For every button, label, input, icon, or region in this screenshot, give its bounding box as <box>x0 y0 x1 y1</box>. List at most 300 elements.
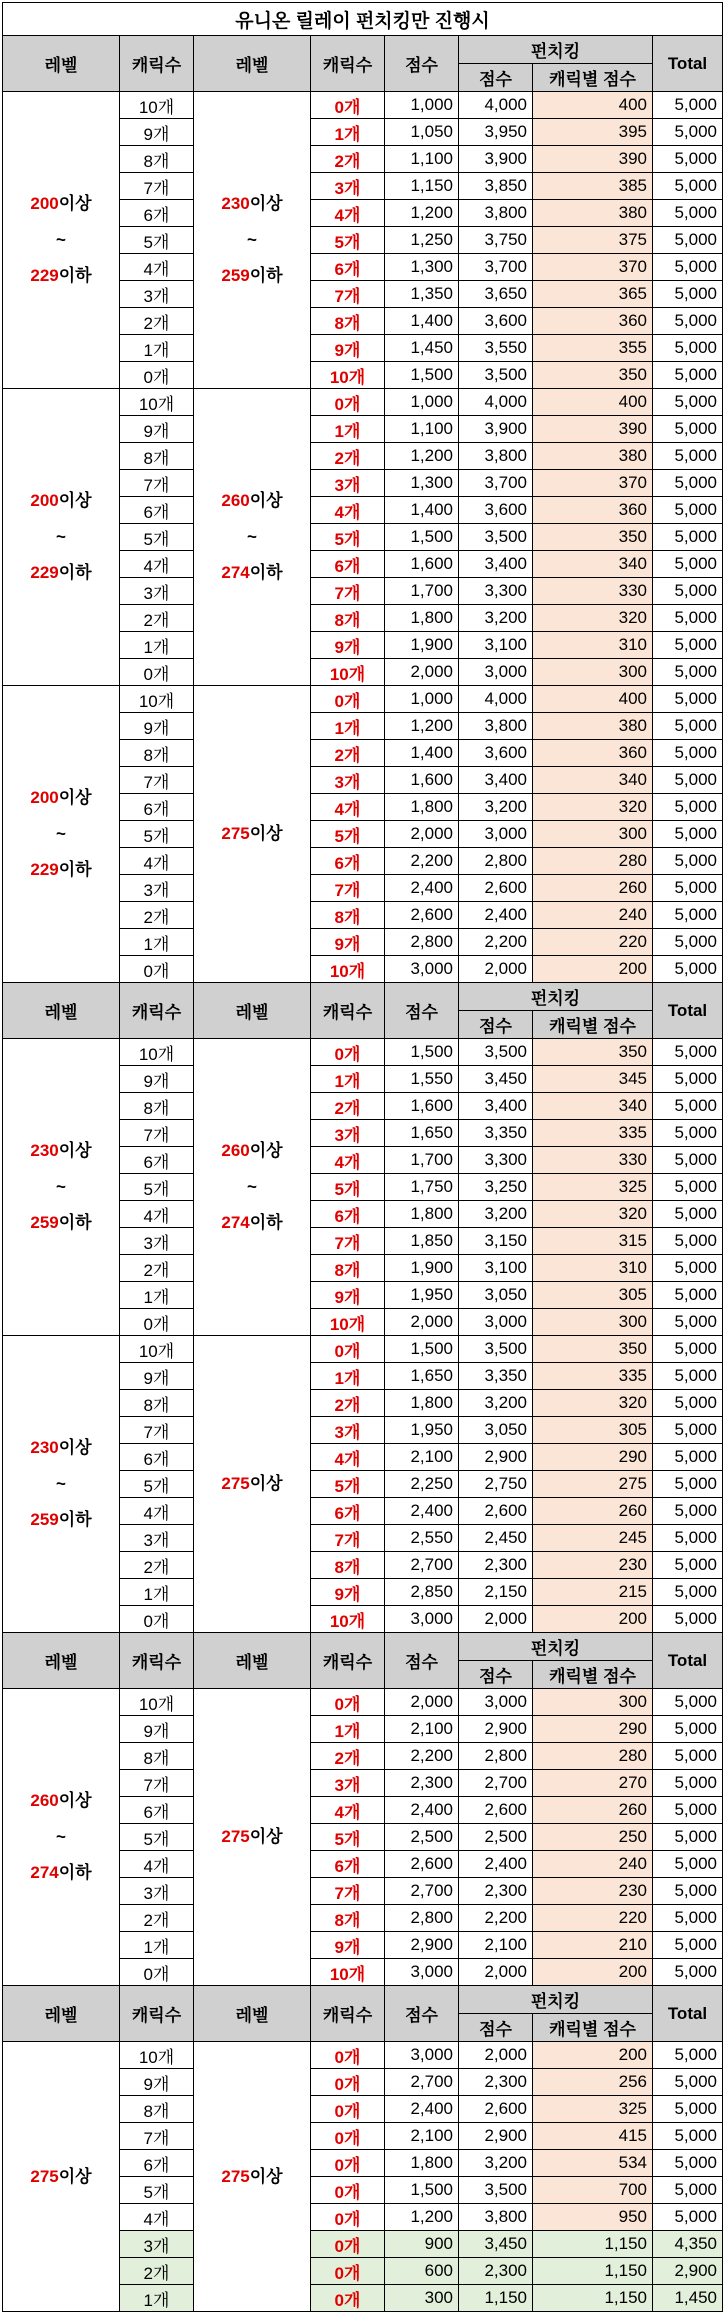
score-cell: 2,700 <box>385 2069 459 2096</box>
pk-score-cell: 3,100 <box>459 1255 533 1282</box>
char-count-cell: 5개 <box>120 821 194 848</box>
level-min <box>3 780 119 816</box>
level-below-text: 이하 <box>58 266 92 285</box>
pk-score-cell: 3,550 <box>459 335 533 362</box>
pk-per-char-cell: 330 <box>533 1147 653 1174</box>
total-cell: 2,900 <box>653 2258 723 2285</box>
char-count-2-cell: 1개 <box>311 1363 385 1390</box>
char-count-2-cell: 1개 <box>311 416 385 443</box>
level-below-text: 이하 <box>58 860 92 879</box>
char-count-2-cell: 2개 <box>311 1390 385 1417</box>
char-count-cell: 7개 <box>120 1120 194 1147</box>
level-below-text: 이하 <box>58 1863 92 1882</box>
pk-score-cell: 3,450 <box>459 2231 533 2258</box>
level-min <box>194 1457 310 1511</box>
level-min <box>3 1430 119 1466</box>
header-pk-per-char: 캐릭별 점수 <box>533 1011 653 1039</box>
char-count-cell: 4개 <box>120 1498 194 1525</box>
pk-score-cell: 3,300 <box>459 578 533 605</box>
char-count-2-cell: 6개 <box>311 1498 385 1525</box>
level-min <box>3 1133 119 1169</box>
total-cell: 5,000 <box>653 740 723 767</box>
level-min-number: 230 <box>30 1438 59 1457</box>
table-row <box>3 1689 723 1716</box>
score-cell: 2,000 <box>385 821 459 848</box>
level-range-2 <box>194 1039 311 1336</box>
pk-score-cell: 3,100 <box>459 632 533 659</box>
total-cell: 5,000 <box>653 173 723 200</box>
pk-per-char-cell: 360 <box>533 740 653 767</box>
pk-score-cell: 3,000 <box>459 1689 533 1716</box>
char-count-cell: 4개 <box>120 254 194 281</box>
char-count-2-cell: 8개 <box>311 902 385 929</box>
total-cell: 5,000 <box>653 956 723 983</box>
level-below-text: 이하 <box>58 563 92 582</box>
header-pk-per-char: 캐릭별 점수 <box>533 1661 653 1689</box>
pk-score-cell: 2,600 <box>459 2096 533 2123</box>
total-cell: 5,000 <box>653 416 723 443</box>
char-count-2-cell: 9개 <box>311 929 385 956</box>
total-cell: 5,000 <box>653 1579 723 1606</box>
total-cell: 5,000 <box>653 362 723 389</box>
total-cell: 5,000 <box>653 1471 723 1498</box>
total-cell: 5,000 <box>653 1120 723 1147</box>
pk-per-char-cell: 700 <box>533 2177 653 2204</box>
pk-per-char-cell: 1,150 <box>533 2258 653 2285</box>
table-title: 유니온 릴레이 펀치킹만 진행시 <box>3 3 723 36</box>
char-count-2-cell: 0개 <box>311 2096 385 2123</box>
header-total: Total <box>653 983 723 1039</box>
pk-score-cell: 2,500 <box>459 1824 533 1851</box>
level-min-number: 275 <box>221 1827 250 1846</box>
char-count-2-cell: 0개 <box>311 92 385 119</box>
pk-per-char-cell: 320 <box>533 1390 653 1417</box>
char-count-2-cell: 1개 <box>311 119 385 146</box>
pk-per-char-cell: 305 <box>533 1417 653 1444</box>
pk-score-cell: 3,200 <box>459 794 533 821</box>
pk-per-char-cell: 250 <box>533 1824 653 1851</box>
pk-score-cell: 2,200 <box>459 1905 533 1932</box>
pk-per-char-cell: 210 <box>533 1932 653 1959</box>
level-above-text: 이상 <box>249 491 283 510</box>
table-row <box>3 1336 723 1363</box>
total-cell: 5,000 <box>653 1444 723 1471</box>
score-cell: 1,250 <box>385 227 459 254</box>
total-cell: 5,000 <box>653 551 723 578</box>
char-count-2-cell: 9개 <box>311 1579 385 1606</box>
level-range-1 <box>3 1336 120 1633</box>
char-count-cell: 1개 <box>120 1579 194 1606</box>
level-min-number: 275 <box>30 2166 59 2186</box>
level-range-2 <box>194 686 311 983</box>
total-cell: 5,000 <box>653 1363 723 1390</box>
pk-score-cell: 3,600 <box>459 497 533 524</box>
total-cell: 4,350 <box>653 2231 723 2258</box>
header-total: Total <box>653 36 723 92</box>
score-cell: 2,800 <box>385 1905 459 1932</box>
char-count-cell: 2개 <box>120 902 194 929</box>
pk-per-char-cell: 220 <box>533 929 653 956</box>
char-count-2-cell: 0개 <box>311 2042 385 2069</box>
char-count-2-cell: 3개 <box>311 767 385 794</box>
total-cell: 5,000 <box>653 1932 723 1959</box>
pk-per-char-cell: 305 <box>533 1282 653 1309</box>
pk-score-cell: 3,750 <box>459 227 533 254</box>
pk-score-cell: 3,900 <box>459 416 533 443</box>
score-cell: 2,000 <box>385 659 459 686</box>
level-tilde: ~ <box>247 527 257 546</box>
header-level: 레벨 <box>3 1633 120 1689</box>
level-range-2 <box>194 389 311 686</box>
pk-per-char-cell: 1,150 <box>533 2285 653 2312</box>
char-count-cell: 6개 <box>120 794 194 821</box>
pk-per-char-cell: 365 <box>533 281 653 308</box>
char-count-cell: 1개 <box>120 1282 194 1309</box>
pk-per-char-cell: 400 <box>533 92 653 119</box>
level-max <box>3 1205 119 1241</box>
pk-per-char-cell: 335 <box>533 1120 653 1147</box>
char-count-cell: 4개 <box>120 1851 194 1878</box>
total-cell: 5,000 <box>653 308 723 335</box>
score-cell: 2,400 <box>385 1797 459 1824</box>
char-count-cell: 3개 <box>120 578 194 605</box>
char-count-cell: 5개 <box>120 227 194 254</box>
score-cell: 1,800 <box>385 1201 459 1228</box>
header-chars-2: 캐릭수 <box>311 36 385 92</box>
pk-score-cell: 1,150 <box>459 2285 533 2312</box>
char-count-cell: 10개 <box>120 686 194 713</box>
pk-score-cell: 2,300 <box>459 2069 533 2096</box>
pk-per-char-cell: 325 <box>533 2096 653 2123</box>
total-cell: 5,000 <box>653 767 723 794</box>
level-below-text: 이하 <box>58 1213 92 1232</box>
char-count-2-cell: 3개 <box>311 1417 385 1444</box>
char-count-2-cell: 0개 <box>311 1336 385 1363</box>
char-count-cell: 10개 <box>120 1689 194 1716</box>
char-count-2-cell: 5개 <box>311 524 385 551</box>
pk-score-cell: 2,600 <box>459 1498 533 1525</box>
total-cell: 5,000 <box>653 1606 723 1633</box>
level-tilde: ~ <box>56 1827 66 1846</box>
pk-score-cell: 3,500 <box>459 362 533 389</box>
score-cell: 2,250 <box>385 1471 459 1498</box>
pk-per-char-cell: 260 <box>533 1797 653 1824</box>
char-count-2-cell: 0개 <box>311 686 385 713</box>
pk-per-char-cell: 230 <box>533 1552 653 1579</box>
char-count-cell: 8개 <box>120 146 194 173</box>
total-cell: 5,000 <box>653 200 723 227</box>
char-count-cell: 5개 <box>120 1174 194 1201</box>
char-count-2-cell: 8개 <box>311 308 385 335</box>
total-cell: 5,000 <box>653 227 723 254</box>
char-count-2-cell: 2개 <box>311 443 385 470</box>
char-count-cell: 0개 <box>120 1959 194 1986</box>
pk-per-char-cell: 340 <box>533 1093 653 1120</box>
char-count-2-cell: 8개 <box>311 1905 385 1932</box>
char-count-cell: 3개 <box>120 1525 194 1552</box>
pk-score-cell: 3,700 <box>459 254 533 281</box>
pk-score-cell: 2,900 <box>459 2123 533 2150</box>
char-count-cell: 2개 <box>120 1255 194 1282</box>
total-cell: 5,000 <box>653 119 723 146</box>
char-count-cell: 2개 <box>120 2258 194 2285</box>
total-cell: 1,450 <box>653 2285 723 2312</box>
total-cell: 5,000 <box>653 1797 723 1824</box>
header-chars: 캐릭수 <box>120 983 194 1039</box>
score-cell: 1,700 <box>385 1147 459 1174</box>
level-above-text: 이상 <box>249 1141 283 1160</box>
pk-per-char-cell: 395 <box>533 119 653 146</box>
total-cell: 5,000 <box>653 1716 723 1743</box>
score-cell: 1,850 <box>385 1228 459 1255</box>
char-count-cell: 6개 <box>120 2150 194 2177</box>
pk-score-cell: 3,850 <box>459 173 533 200</box>
pk-score-cell: 3,200 <box>459 2150 533 2177</box>
level-min-number: 275 <box>221 1474 250 1493</box>
score-cell: 1,100 <box>385 146 459 173</box>
header-chars-2: 캐릭수 <box>311 1633 385 1689</box>
char-count-2-cell: 8개 <box>311 1255 385 1282</box>
pk-score-cell: 3,000 <box>459 659 533 686</box>
header-pk-score: 점수 <box>459 1661 533 1689</box>
score-cell: 1,150 <box>385 173 459 200</box>
score-cell: 1,500 <box>385 362 459 389</box>
total-cell: 5,000 <box>653 686 723 713</box>
table-row <box>3 686 723 713</box>
level-max-number: 259 <box>30 1213 59 1232</box>
score-cell: 1,500 <box>385 524 459 551</box>
char-count-cell: 7개 <box>120 767 194 794</box>
char-count-cell: 6개 <box>120 1797 194 1824</box>
char-count-2-cell: 7개 <box>311 1525 385 1552</box>
level-tilde: ~ <box>56 527 66 546</box>
total-cell: 5,000 <box>653 659 723 686</box>
total-cell: 5,000 <box>653 1417 723 1444</box>
score-cell: 2,200 <box>385 1743 459 1770</box>
char-count-cell: 1개 <box>120 2285 194 2312</box>
pk-per-char-cell: 300 <box>533 659 653 686</box>
pk-score-cell: 3,600 <box>459 308 533 335</box>
level-max <box>3 1855 119 1891</box>
score-cell: 2,550 <box>385 1525 459 1552</box>
char-count-cell: 5개 <box>120 2177 194 2204</box>
pk-score-cell: 3,200 <box>459 1390 533 1417</box>
char-count-cell: 3개 <box>120 1878 194 1905</box>
header-punchking: 펀치킹 <box>459 1986 653 2014</box>
char-count-cell: 10개 <box>120 389 194 416</box>
char-count-cell: 1개 <box>120 335 194 362</box>
level-range-2 <box>194 2042 311 2312</box>
pk-per-char-cell: 240 <box>533 1851 653 1878</box>
char-count-2-cell: 8개 <box>311 1552 385 1579</box>
pk-per-char-cell: 340 <box>533 767 653 794</box>
char-count-cell: 8개 <box>120 1390 194 1417</box>
score-cell: 1,300 <box>385 470 459 497</box>
char-count-2-cell: 5개 <box>311 1471 385 1498</box>
score-cell: 2,500 <box>385 1824 459 1851</box>
score-cell: 1,900 <box>385 632 459 659</box>
pk-per-char-cell: 355 <box>533 335 653 362</box>
score-cell: 1,600 <box>385 1093 459 1120</box>
char-count-2-cell: 5개 <box>311 1174 385 1201</box>
score-cell: 2,900 <box>385 1932 459 1959</box>
pk-per-char-cell: 245 <box>533 1525 653 1552</box>
pk-score-cell: 3,500 <box>459 1336 533 1363</box>
level-above-text: 이상 <box>249 2166 283 2186</box>
level-min <box>3 1783 119 1819</box>
pk-per-char-cell: 320 <box>533 794 653 821</box>
char-count-2-cell: 10개 <box>311 956 385 983</box>
char-count-2-cell: 2개 <box>311 1093 385 1120</box>
char-count-cell: 7개 <box>120 2123 194 2150</box>
pk-per-char-cell: 534 <box>533 2150 653 2177</box>
score-cell: 1,500 <box>385 1336 459 1363</box>
pk-score-cell: 3,350 <box>459 1363 533 1390</box>
total-cell: 5,000 <box>653 335 723 362</box>
total-cell: 5,000 <box>653 389 723 416</box>
pk-score-cell: 3,200 <box>459 1201 533 1228</box>
char-count-cell: 2개 <box>120 1905 194 1932</box>
pk-per-char-cell: 230 <box>533 1878 653 1905</box>
total-cell: 5,000 <box>653 2096 723 2123</box>
level-min-number: 260 <box>30 1791 59 1810</box>
pk-score-cell: 3,450 <box>459 1066 533 1093</box>
level-max-number: 274 <box>221 1213 250 1232</box>
score-cell: 1,600 <box>385 767 459 794</box>
score-cell: 1,200 <box>385 200 459 227</box>
score-cell: 2,700 <box>385 1878 459 1905</box>
char-count-cell: 7개 <box>120 470 194 497</box>
level-max-number: 274 <box>221 563 250 582</box>
score-cell: 1,200 <box>385 2204 459 2231</box>
total-cell: 5,000 <box>653 1905 723 1932</box>
total-cell: 5,000 <box>653 497 723 524</box>
total-cell: 5,000 <box>653 1228 723 1255</box>
char-count-cell: 8개 <box>120 2096 194 2123</box>
pk-per-char-cell: 335 <box>533 1363 653 1390</box>
level-above-text: 이상 <box>58 1791 92 1810</box>
score-cell: 1,200 <box>385 443 459 470</box>
table-row <box>3 389 723 416</box>
level-min-number: 260 <box>221 491 250 510</box>
pk-per-char-cell: 270 <box>533 1770 653 1797</box>
char-count-cell: 10개 <box>120 1039 194 1066</box>
total-cell: 5,000 <box>653 146 723 173</box>
char-count-2-cell: 0개 <box>311 2069 385 2096</box>
score-cell: 2,400 <box>385 875 459 902</box>
pk-score-cell: 2,200 <box>459 929 533 956</box>
header-level: 레벨 <box>3 983 120 1039</box>
score-cell: 1,400 <box>385 740 459 767</box>
header-chars: 캐릭수 <box>120 1633 194 1689</box>
pk-score-cell: 2,900 <box>459 1716 533 1743</box>
char-count-2-cell: 4개 <box>311 1444 385 1471</box>
level-above-text: 이상 <box>249 1474 283 1493</box>
level-min-number: 230 <box>30 1141 59 1160</box>
total-cell: 5,000 <box>653 1282 723 1309</box>
total-cell: 5,000 <box>653 578 723 605</box>
pk-per-char-cell: 280 <box>533 848 653 875</box>
score-cell: 300 <box>385 2285 459 2312</box>
score-cell: 900 <box>385 2231 459 2258</box>
total-cell: 5,000 <box>653 1174 723 1201</box>
char-count-cell: 6개 <box>120 200 194 227</box>
header-level-2: 레벨 <box>194 1633 311 1689</box>
char-count-cell: 3개 <box>120 281 194 308</box>
char-count-cell: 0개 <box>120 659 194 686</box>
char-count-cell: 5개 <box>120 1824 194 1851</box>
pk-score-cell: 2,100 <box>459 1932 533 1959</box>
level-min-number: 275 <box>221 824 250 843</box>
pk-score-cell: 2,400 <box>459 902 533 929</box>
pk-per-char-cell: 325 <box>533 1174 653 1201</box>
pk-per-char-cell: 350 <box>533 1039 653 1066</box>
pk-per-char-cell: 275 <box>533 1471 653 1498</box>
char-count-2-cell: 10개 <box>311 659 385 686</box>
char-count-cell: 7개 <box>120 1417 194 1444</box>
pk-per-char-cell: 350 <box>533 362 653 389</box>
pk-per-char-cell: 1,150 <box>533 2231 653 2258</box>
level-below-text: 이하 <box>249 266 283 285</box>
header-punchking: 펀치킹 <box>459 36 653 64</box>
total-cell: 5,000 <box>653 524 723 551</box>
table-row <box>3 92 723 119</box>
pk-per-char-cell: 380 <box>533 200 653 227</box>
total-cell: 5,000 <box>653 848 723 875</box>
char-count-cell: 9개 <box>120 1066 194 1093</box>
pk-score-cell: 3,350 <box>459 1120 533 1147</box>
pk-score-cell: 2,000 <box>459 2042 533 2069</box>
score-cell: 1,200 <box>385 713 459 740</box>
level-max-number: 229 <box>30 860 59 879</box>
level-tilde: ~ <box>247 1177 257 1196</box>
total-cell: 5,000 <box>653 902 723 929</box>
score-cell: 1,950 <box>385 1417 459 1444</box>
punchking-score-table <box>2 2 723 2312</box>
pk-per-char-cell: 380 <box>533 713 653 740</box>
level-min <box>194 807 310 861</box>
total-cell: 5,000 <box>653 875 723 902</box>
level-max <box>3 1502 119 1538</box>
pk-per-char-cell: 340 <box>533 551 653 578</box>
header-pk-score: 점수 <box>459 64 533 92</box>
score-cell: 1,400 <box>385 497 459 524</box>
level-max <box>194 258 310 294</box>
pk-score-cell: 2,450 <box>459 1525 533 1552</box>
pk-score-cell: 2,000 <box>459 956 533 983</box>
pk-per-char-cell: 330 <box>533 578 653 605</box>
pk-per-char-cell: 360 <box>533 497 653 524</box>
pk-per-char-cell: 200 <box>533 2042 653 2069</box>
score-cell: 2,400 <box>385 2096 459 2123</box>
level-max-number: 229 <box>30 266 59 285</box>
char-count-cell: 9개 <box>120 1363 194 1390</box>
char-count-2-cell: 5개 <box>311 1824 385 1851</box>
pk-per-char-cell: 385 <box>533 173 653 200</box>
score-cell: 2,100 <box>385 2123 459 2150</box>
score-cell: 3,000 <box>385 1606 459 1633</box>
pk-score-cell: 3,700 <box>459 470 533 497</box>
total-cell: 5,000 <box>653 821 723 848</box>
header-level-2: 레벨 <box>194 983 311 1039</box>
char-count-2-cell: 4개 <box>311 1797 385 1824</box>
char-count-2-cell: 7개 <box>311 1228 385 1255</box>
char-count-2-cell: 1개 <box>311 713 385 740</box>
header-level-2: 레벨 <box>194 36 311 92</box>
char-count-2-cell: 4개 <box>311 200 385 227</box>
char-count-2-cell: 3개 <box>311 173 385 200</box>
level-above-text: 이상 <box>58 194 92 213</box>
